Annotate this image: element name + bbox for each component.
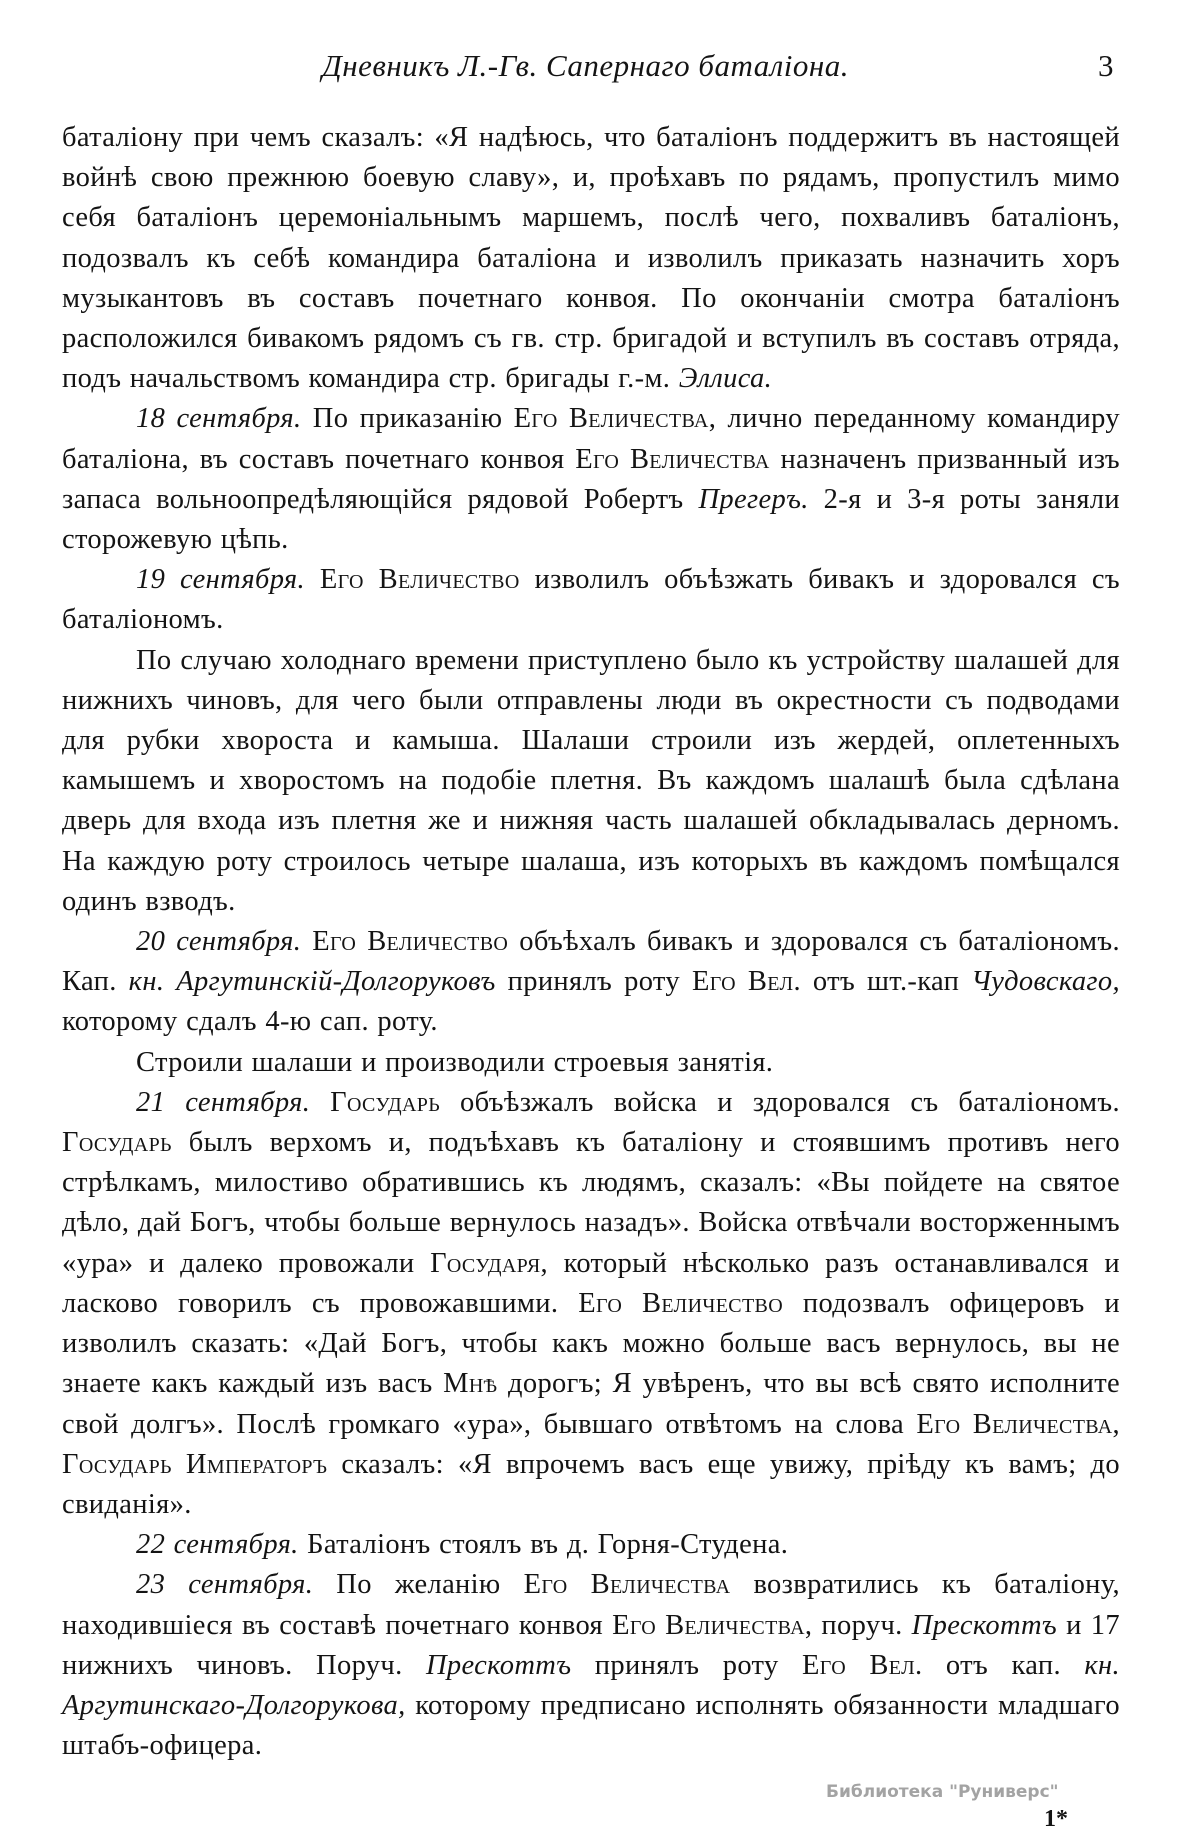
royal-title: Его Вел. [802,1649,923,1681]
person-name: Прескоттъ [911,1609,1058,1641]
entry-text [310,1087,330,1118]
royal-title: Его Величество [319,564,520,596]
diary-entry [62,1565,1120,1766]
entry-date: 18 сентября. [136,403,302,435]
entry-text: отъ шт.-кап [800,966,972,998]
person-name: Прескоттъ [426,1649,572,1681]
entry-text: подозвалъ офицеровъ и изволилъ сказать: «Дай Богъ, чтобы какъ можно больше васъ вернулось, вы не знаете какъ каждый изъ васъ [62,1287,1121,1400]
paragraph-text: баталіону при чемъ сказалъ: «Я надѣюсь, что баталіонъ поддержитъ въ настоящей войнѣ свою прежнюю боевую славу», и, проѣхавъ по рядамъ, пропустилъ мимо себя баталіонъ церемоніальнымъ маршемъ, послѣ чего, похваливъ баталіонъ, подозвалъ къ себѣ командира баталіона и изволилъ приказать назначить хоръ музыкантовъ въ составъ почетнаго конвоя. По окончаніи смотра баталіонъ расположился бивакомъ рядомъ съ гв. стр. бригадой и вступилъ въ составъ отряда, подъ начальствомъ командира стр. бригады г.-м. [62,122,1120,395]
entry-text: изволилъ объѣзжать бивакъ и здоровался съ баталіономъ. [62,564,1120,636]
royal-title: Государь [330,1086,441,1118]
royal-title: Его Величество [578,1287,784,1319]
paragraph [62,118,1120,399]
entry-text: принялъ роту [495,966,692,998]
royal-title: Государь Императоръ [62,1448,328,1480]
running-title: Дневникъ Л.-Гв. Сапернаго баталіона. [322,48,850,83]
entry-text: , поруч. [804,1609,912,1641]
royal-title: Его Величества [612,1609,805,1641]
paragraph-text: По случаю холоднаго времени приступлено было къ устройству шалашей для нижнихъ чиновъ, для чего были отправлены люди въ окрестности съ подводами для рубки хвороста и камыша. Шалаши строили изъ жердей, оплетенныхъ камышемъ и хворостомъ на подобіе плетня. Въ каждомъ шалашѣ была сдѣлана дверь для входа изъ плетня же и нижняя часть шалашей обкладывалась дерномъ. На каждую роту строилось четыре шалаша, изъ которыхъ въ каждомъ помѣщался одинъ взводъ. [62,644,1120,917]
entry-text: дорогъ; Я увѣренъ, что вы всѣ свято исполните свой долгъ». Послѣ громкаго «ура», бывшаго отвѣтомъ на слова [62,1368,1120,1440]
paragraph-text: Строили шалаши и производили строевыя занятія. [136,1046,774,1078]
entry-text: возвратились къ баталіону, находившіеся въ составѣ почетнаго конвоя [62,1569,1120,1641]
entry-text: былъ верхомъ и, подъѣхавъ къ баталіону и стоявшимъ противъ него стрѣлкамъ, милостиво обратившись къ людямъ, сказалъ: «Вы пойдете на святое дѣло, дай Богъ, чтобы больше вернулось назадъ». Войска отвѣчали восторженнымъ «ура» и далеко провожали [62,1127,1120,1279]
entry-text: По желанію [313,1569,524,1601]
paragraph [62,641,1120,922]
entry-text: , который нѣсколько разъ останавливался и ласково говорилъ съ провожавшими. [62,1247,1120,1319]
entry-text: назначенъ призванный изъ запаса вольноопредѣляющійся рядовой Робертъ [62,443,1120,515]
entry-date: 20 сентября. [136,926,302,958]
entry-text: принялъ роту [571,1649,803,1681]
royal-title: Государя [430,1247,541,1279]
royal-title: Мнѣ [443,1368,498,1400]
entry-text: 2-я и 3-я роты заняли сторожевую цѣпь. [62,483,1120,556]
diary-entry [62,922,1120,1043]
person-name: кн. Аргутинскій-Долгоруковъ [128,966,496,998]
person-name: Прегеръ. [698,483,809,515]
entry-text: По приказанію [301,403,514,435]
diary-entry [62,1083,1120,1525]
diary-entry [62,560,1120,640]
entry-text [301,926,312,957]
entry-text: отъ кап. [922,1649,1085,1681]
entry-text: объѣхалъ бивакъ и здоровался съ баталіономъ. Кап. [62,926,1120,998]
royal-title: Его Вел. [691,966,801,998]
entry-text: , [1112,1408,1120,1440]
entry-date: 23 сентября. [136,1569,314,1601]
person-name: кн. Аргутинскаго-Долгорукова, [62,1649,1121,1721]
royal-title: Его Величества [523,1569,731,1601]
body-text [62,118,1120,1766]
entry-text: объѣзжалъ войска и здоровался съ баталіономъ. [440,1086,1120,1118]
diary-entry [62,1525,1120,1565]
royal-title: Его Величества [916,1408,1113,1440]
person-name: Чудовскаго, [971,966,1120,998]
royal-title: Его Величество [312,926,509,958]
entry-date: 22 сентября. [136,1529,299,1561]
royal-title: Его Величества [575,443,770,475]
entry-text: Баталіонъ стоялъ въ д. Горня-Студена. [298,1529,789,1561]
entry-text: и 17 нижнихъ чиновъ. Поруч. [62,1609,1120,1681]
royal-title: Его Величества [513,403,709,435]
page-header [0,48,1180,92]
diary-entry [62,399,1120,560]
paragraph [62,1043,1120,1083]
entry-text: которому сдалъ 4-ю сап. роту. [62,1006,438,1038]
entry-text: , лично переданному командиру баталіона, въ составъ почетнаго конвоя [62,403,1120,475]
person-name: Эллиса. [678,363,773,395]
entry-date: 21 сентября. [136,1086,311,1118]
page-number: 3 [1098,48,1114,83]
entry-text: сказалъ: «Я впрочемъ васъ еще увижу, пріѣду къ вамъ; до свиданія». [62,1448,1120,1520]
entry-text [305,564,320,595]
entry-date: 19 сентября. [136,564,305,596]
royal-title: Государь [62,1127,172,1159]
signature-mark: 1* [1044,1806,1068,1832]
library-watermark: Библиотека "Руниверс" [826,1782,1059,1802]
entry-text: которому предписано исполнять обязанности младшаго штабъ-офицера. [62,1689,1120,1762]
